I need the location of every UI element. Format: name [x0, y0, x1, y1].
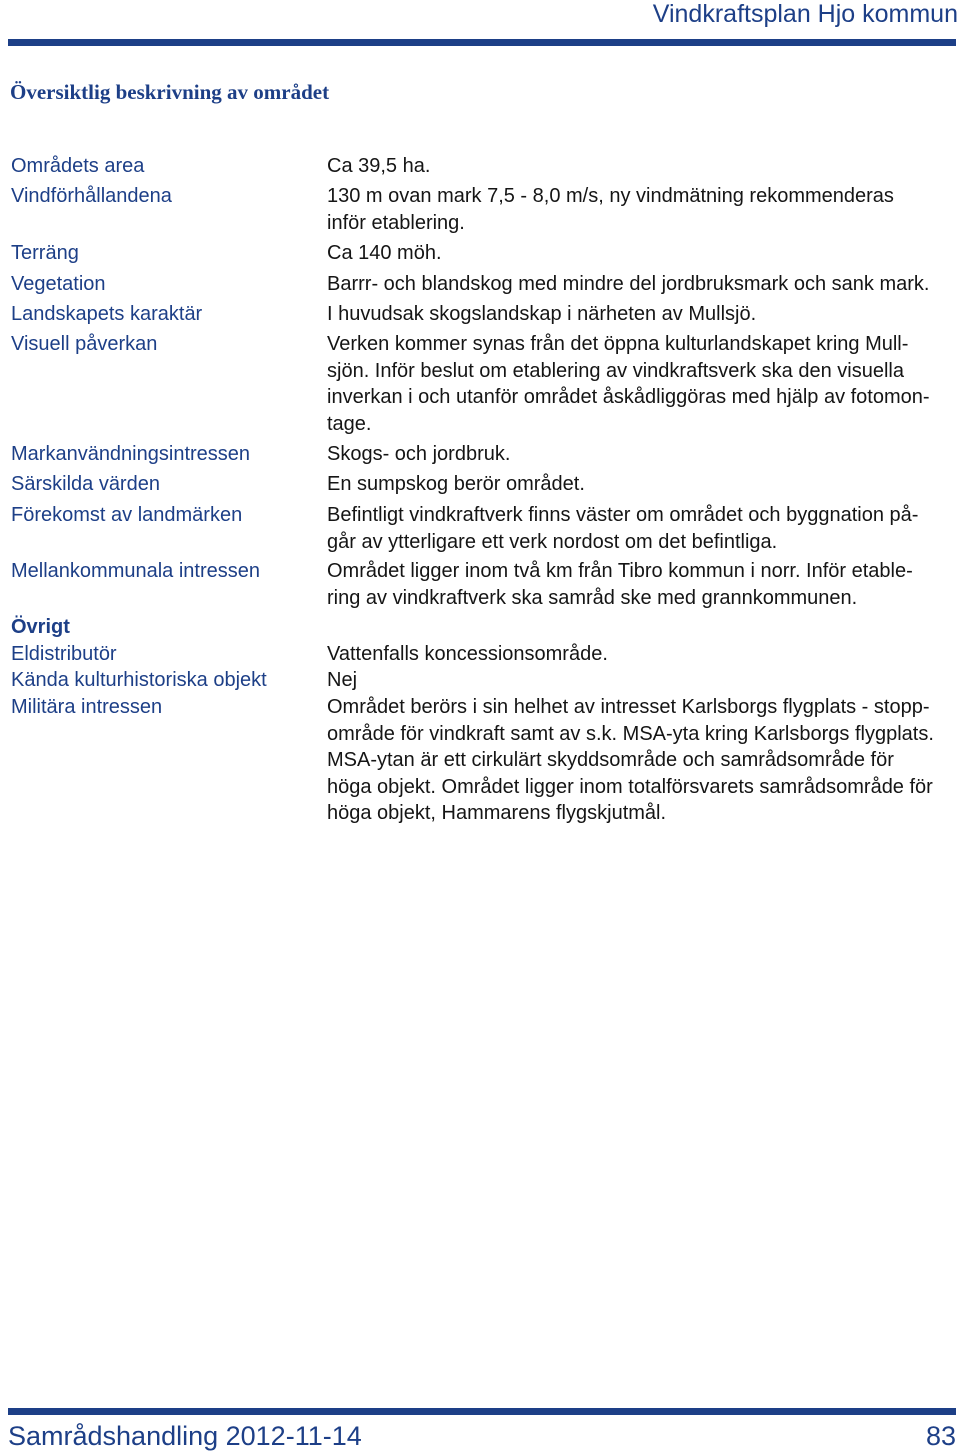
value-line: sjön. Inför beslut om etablering av vindkraftsverk ska den visuella	[327, 359, 904, 382]
row-value	[327, 502, 951, 555]
value-line: område för vindkraft samt av s.k. MSA-yta kring Karlsborgs flygplats.	[327, 722, 934, 745]
value-line: inför etablering.	[327, 211, 465, 234]
header-rule	[8, 39, 956, 46]
row-value	[327, 641, 951, 668]
row-label: Kända kulturhistoriska objekt	[11, 669, 267, 691]
row-label: Förekomst av landmärken	[11, 504, 243, 526]
value-line: Vattenfalls koncessionsområde.	[327, 643, 608, 665]
row-value	[327, 694, 951, 827]
value-line: inverkan i och utanför området åskådliggöras med hjälp av fotomon-	[327, 386, 930, 408]
value-line: 130 m ovan mark 7,5 - 8,0 m/s, ny vindmätning rekommenderas	[327, 185, 894, 207]
value-line: Verken kommer synas från det öppna kulturlandskapet kring Mull-	[327, 333, 909, 355]
value-line: höga objekt, Hammarens flygskjutmål.	[327, 802, 667, 824]
value-line: Barrr- och blandskog med mindre del jordbruksmark och sank mark.	[327, 273, 930, 295]
row-label: Områdets area	[11, 155, 145, 177]
section-title: Översiktlig beskrivning av området	[10, 80, 330, 104]
row-value	[327, 667, 951, 694]
value-line: tage.	[327, 412, 372, 435]
row-value	[327, 301, 951, 328]
value-line: ring av vindkraftverk ska samråd ske med grannkommunen.	[327, 586, 858, 609]
row-value	[327, 271, 951, 298]
group-heading-ovrigt: Övrigt	[11, 616, 70, 638]
row-value	[327, 471, 951, 498]
footer-rule	[8, 1408, 956, 1415]
row-value	[327, 183, 951, 236]
row-value	[327, 153, 951, 180]
document-status: Samrådshandling 2012-11-14	[8, 1421, 362, 1451]
value-line: Ca 140 möh.	[327, 242, 442, 264]
row-label: Markanvändningsintressen	[11, 443, 251, 465]
row-label: Eldistributör	[11, 643, 117, 665]
value-line: Området ligger inom två km från Tibro kommun i norr. Inför etable-	[327, 560, 913, 582]
row-label: Mellankommunala intressen	[11, 560, 261, 582]
value-line: Området berörs i sin helhet av intresset Karlsborgs flygplats - stopp-	[327, 696, 930, 718]
page-number: 83	[925, 1421, 956, 1451]
header-title: Vindkraftsplan Hjo kommun	[652, 0, 958, 28]
row-label: Vegetation	[11, 273, 106, 295]
value-line: Ca 39,5 ha.	[327, 155, 431, 177]
value-line: Skogs- och jordbruk.	[327, 443, 511, 465]
row-label: Terräng	[11, 242, 79, 264]
row-value	[327, 331, 951, 437]
row-label: Militära intressen	[11, 696, 163, 718]
row-value	[327, 558, 951, 611]
row-label: Vindförhållandena	[11, 185, 172, 207]
row-label: Särskilda värden	[11, 473, 160, 495]
value-line: En sumpskog berör området.	[327, 473, 585, 495]
row-label: Visuell påverkan	[11, 333, 158, 355]
value-line: Befintligt vindkraftverk finns väster om området och byggnation på-	[327, 504, 919, 526]
value-line: Nej	[327, 669, 358, 691]
value-line: MSA-ytan är ett cirkulärt skyddsområde och samrådsområde för	[327, 749, 894, 771]
value-line: I huvudsak skogslandskap i närheten av Mullsjö.	[327, 303, 757, 325]
value-line: går av ytterligare ett verk nordost om det befintliga.	[327, 530, 778, 553]
row-value	[327, 441, 951, 468]
value-line: höga objekt. Området ligger inom totalförsvarets samrådsområde för	[327, 775, 933, 798]
row-label: Landskapets karaktär	[11, 303, 203, 325]
row-value	[327, 240, 951, 267]
